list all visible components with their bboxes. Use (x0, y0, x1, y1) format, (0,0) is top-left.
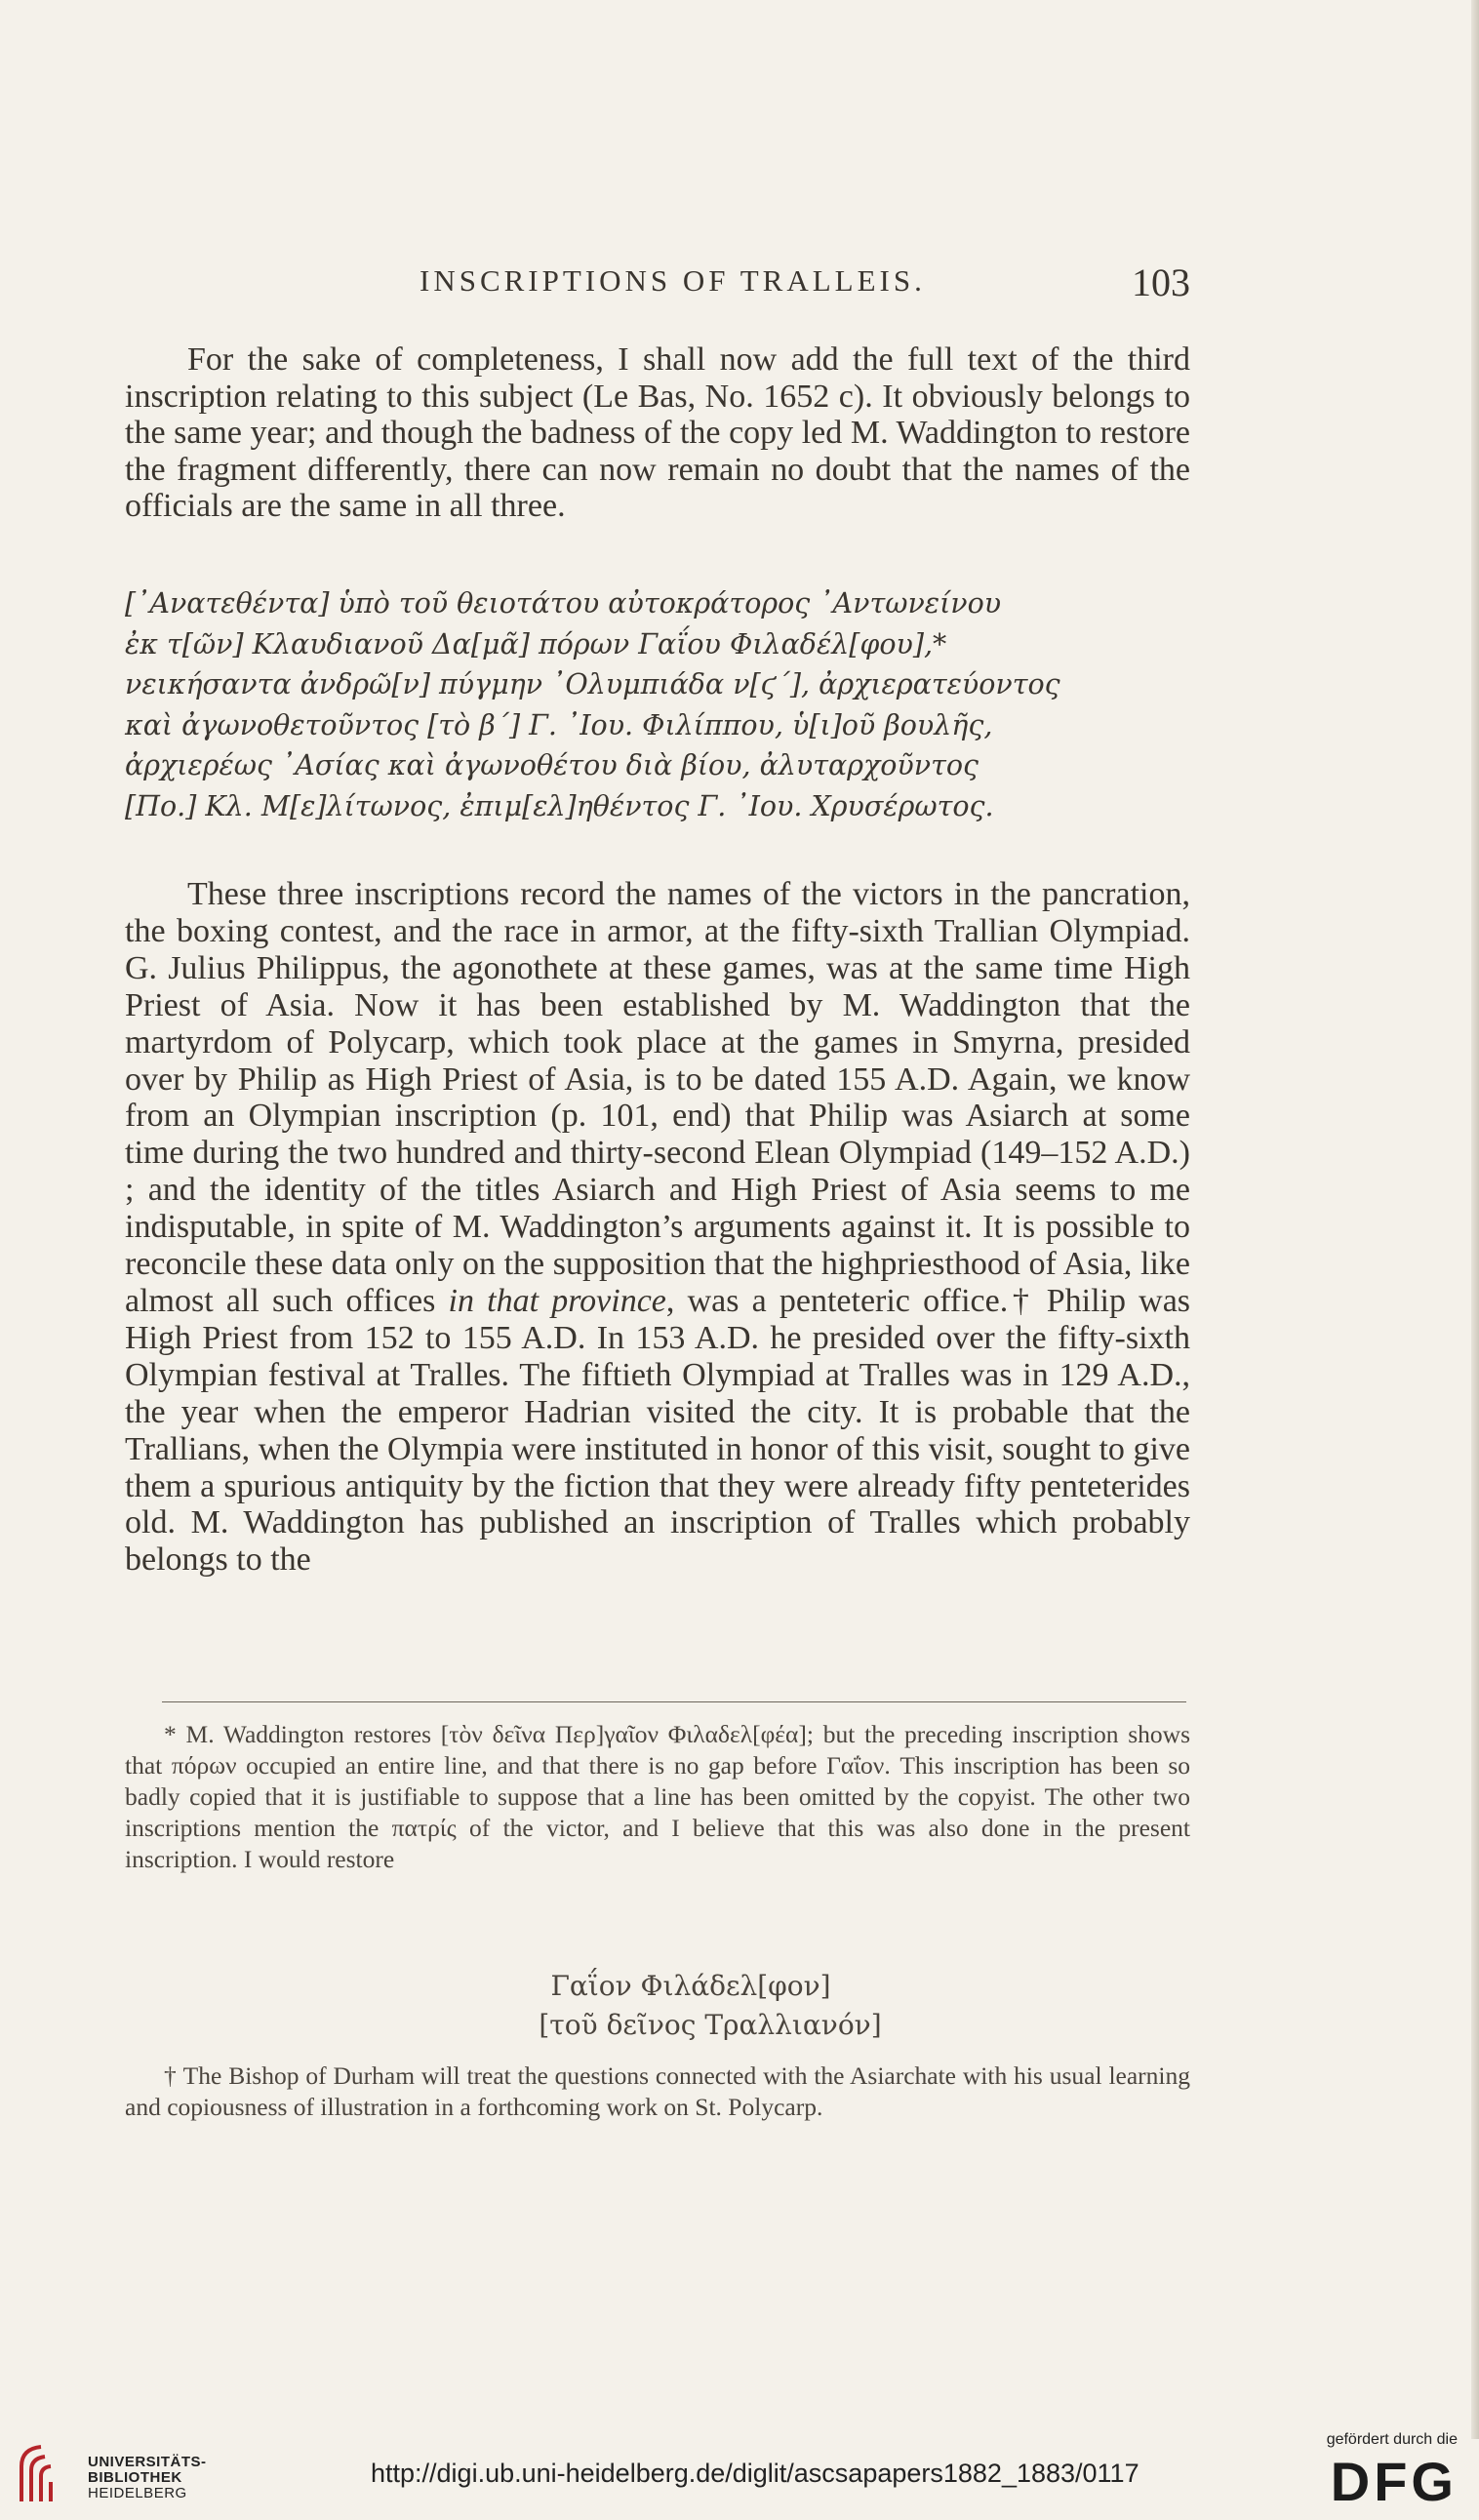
paragraph-italic-phrase: in that province (448, 1282, 666, 1319)
permalink-url[interactable]: http://digi.ub.uni-heidelberg.de/diglit/ascsapapers1882_1883/0117 (371, 2459, 1139, 2488)
page-number: 103 (1132, 260, 1190, 304)
inscription-line: καὶ ἀγωνοθετοῦντος [τὸ β´] Γ. ᾿Ιου. Φιλίππου, ὑ[ι]οῦ βουλῆς, (125, 708, 993, 741)
inscription-line: [Πο.] Κλ. Μ[ε]λίτωνος, ἐπιμ[ελ]ηθέντος Γ. ᾿Ιου. Χρυσέρωτος. (125, 789, 994, 822)
paragraph-text: , was a penteteric office.† Philip was High Priest from 152 to 155 A.D. In 153 A.D. he presided over the fifty-sixth Olympian festival at Tralles. The fiftieth Olympiad at Tralles was in 129 A.D., the year when the emperor Hadrian visited the city. It is probable that the Trallians, when the Olympia were instituted in honor of this visit, sought to give them a spurious antiquity by the fiction that they were already fifty penteterides old. M. Waddington has published an inscription of Tralles which probably belongs to the (125, 1282, 1191, 1579)
running-header (0, 260, 1479, 312)
university-logo-icon (12, 2437, 85, 2510)
inscription-line: ἀρχιερέως ᾿Ασίας καὶ ἀγωνοθέτου διὰ βίου, ἀλυταρχοῦντος (125, 749, 979, 781)
page-edge-shadow (1471, 0, 1479, 2439)
paragraph-intro: For the sake of completeness, I shall now add the full text of the third inscription relating to this subject (Le Bas, No. 1652 c). It obviously belongs to the same year; and though the badness of the copy led M. Waddington to restore the fragment differently, there can now remain no doubt that the names of the officials are the same in all three. (125, 341, 1190, 524)
inscription-line: νεικήσαντα ἀνδρῶ[ν] πύγμην ᾿Ολυμπιάδα ν[ϛ´], ἀρχιερατεύοντος (125, 668, 1060, 700)
library-name-line: BIBLIOTHEK (88, 2469, 182, 2486)
running-title: INSCRIPTIONS OF TRALLEIS. (420, 263, 926, 298)
footnote-dagger: † The Bishop of Durham will treat the questions connected with the Asiarchate with his usual learning and copiousness of illustration in a forthcoming work on St. Polycarp. (125, 2061, 1190, 2121)
inscription-line: ἐκ τ[ῶν] Κλαυδιανοῦ Δα[μᾶ] πόρων Γαΐου Φιλαδέλ[φου],* (125, 627, 947, 660)
library-name-line: HEIDELBERG (88, 2485, 187, 2501)
footnote-restore-line: [τοῦ δεῖνος Τραλλιανόν] (539, 2009, 882, 2041)
footnote-restore-line: Γαΐον Φιλάδελ[φον] (550, 1970, 831, 2002)
paragraph-discussion (125, 876, 1190, 1579)
inscription-line: [᾿Ανατεθέντα] ὑπὸ τοῦ θειοτάτου αὐτοκράτορος ᾿Αντωνείνου (125, 587, 1002, 620)
dfg-logo: DFG (1330, 2451, 1458, 2512)
library-name (88, 2455, 207, 2501)
footnote-asterisk: * M. Waddington restores [τὸν δεῖνα Περ]γαῖον Φιλαδελ[φέα]; but the preceding inscription shows that πόρων occupied an entire line, and that there is no gap before Γαΐον. This inscription has been so badly copied that it is justifiable to suppose that a line has been omitted by the copyist. The other two inscriptions mention the πατρίς of the victor, and I believe that this was also done in the present inscription. I would restore (125, 1720, 1190, 1873)
funded-by-label: gefördert durch die (1326, 2431, 1458, 2448)
greek-inscription (125, 583, 1198, 826)
digitization-footer (0, 2429, 1479, 2520)
library-name-line: UNIVERSITÄTS- (88, 2454, 207, 2470)
footnote-divider (162, 1701, 1186, 1702)
paragraph-text: These three inscriptions record the names of the victors in the pancration, the boxing contest, and the race in armor, at the fifty-sixth Trallian Olympiad. G. Julius Philippus, the agonothete at these games, was at the same time High Priest of Asia. Now it has been established by M. Waddington that the martyrdom of Polycarp, which took place at the games in Smyrna, presided over by Philip as High Priest of Asia, is to be dated 155 A.D. Again, we know from an Olympian inscription (p. 101, end) that Philip was Asiarch at some time during the two hundred and thirty-second Elean Olympiad (149–152 A.D.) ; and the identity of the titles Asiarch and High Priest of Asia seems to me indisputable, in spite of M. Waddington’s arguments against it. It is possible to reconcile these data only on the supposition that the highpriesthood of Asia, like almost all such offices (125, 876, 1190, 1319)
